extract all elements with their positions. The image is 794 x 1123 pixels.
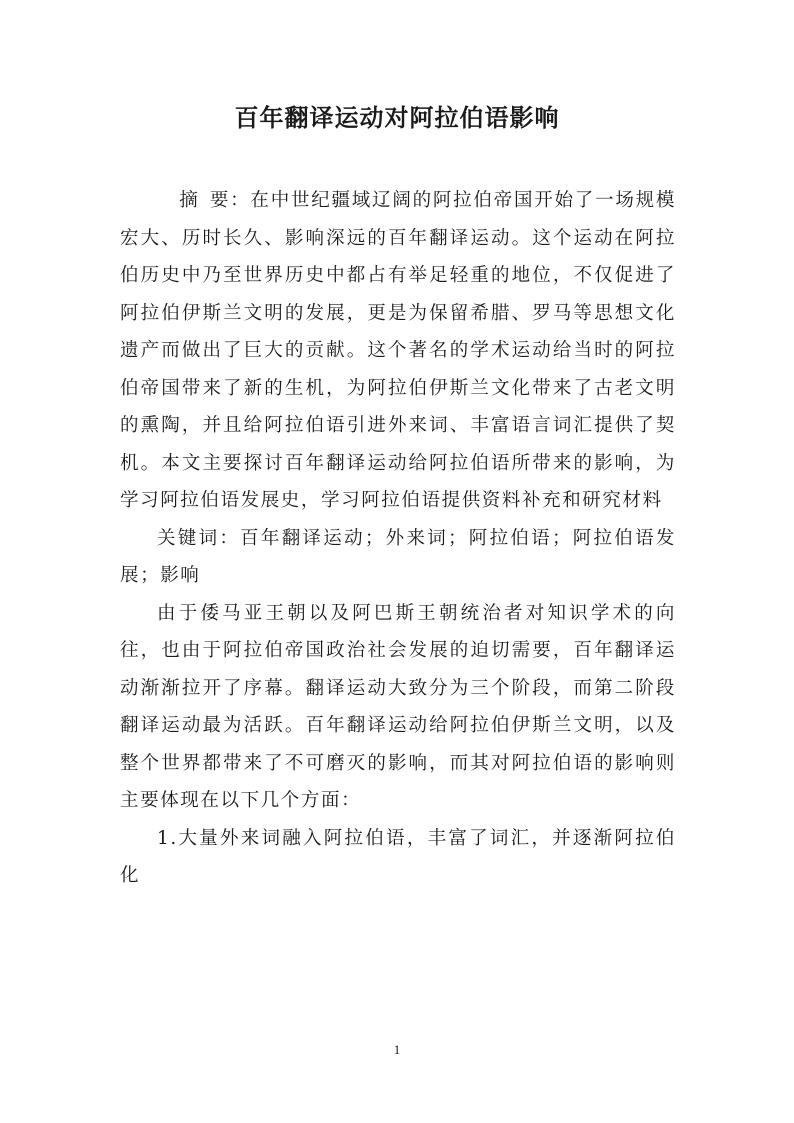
abstract-label-b: 要： [209,190,251,211]
abstract-label-a: 摘 [179,190,210,211]
abstract-paragraph [120,182,676,520]
document-body [120,182,676,895]
keywords-paragraph: 关键词：百年翻译运动；外来词；阿拉伯语；阿拉伯语发展；影响 [120,527,676,586]
intro-paragraph: 由于倭马亚王朝以及阿巴斯王朝统治者对知识学术的向往，也由于阿拉伯帝国政治社会发展的迫切需要，百年翻译运动渐渐拉开了序幕。翻译运动大致分为三个阶段，而第二阶段翻译运动最为活跃。百年翻译运动给阿拉伯伊斯兰文明，以及整个世界都带来了不可磨灭的影响，而其对阿拉伯语的影响则主要体现在以下几个方面： [120,602,676,811]
section-heading-1: 1.大量外来词融入阿拉伯语，丰富了词汇，并逐渐阿拉伯化 [120,827,676,886]
abstract-text: 在中世纪疆域辽阔的阿拉伯帝国开始了一场规模宏大、历时长久、影响深远的百年翻译运动。这个运动在阿拉伯历史中乃至世界历史中都占有举足轻重的地位，不仅促进了阿拉伯伊斯兰文明的发展，更是为保留希腊、罗马等思想文化遗产而做出了巨大的贡献。这个著名的学术运动给当时的阿拉伯帝国带来了新的生机，为阿拉伯伊斯兰文化带来了古老文明的熏陶，并且给阿拉伯语引进外来词、丰富语言词汇提供了契机。本文主要探讨百年翻译运动给阿拉伯语所带来的影响，为学习阿拉伯语发展史，学习阿拉伯语提供资料补充和研究材料 [120,190,676,511]
page-number: 1 [393,1042,401,1057]
document-title: 百年翻译运动对阿拉伯语影响 [234,103,560,132]
